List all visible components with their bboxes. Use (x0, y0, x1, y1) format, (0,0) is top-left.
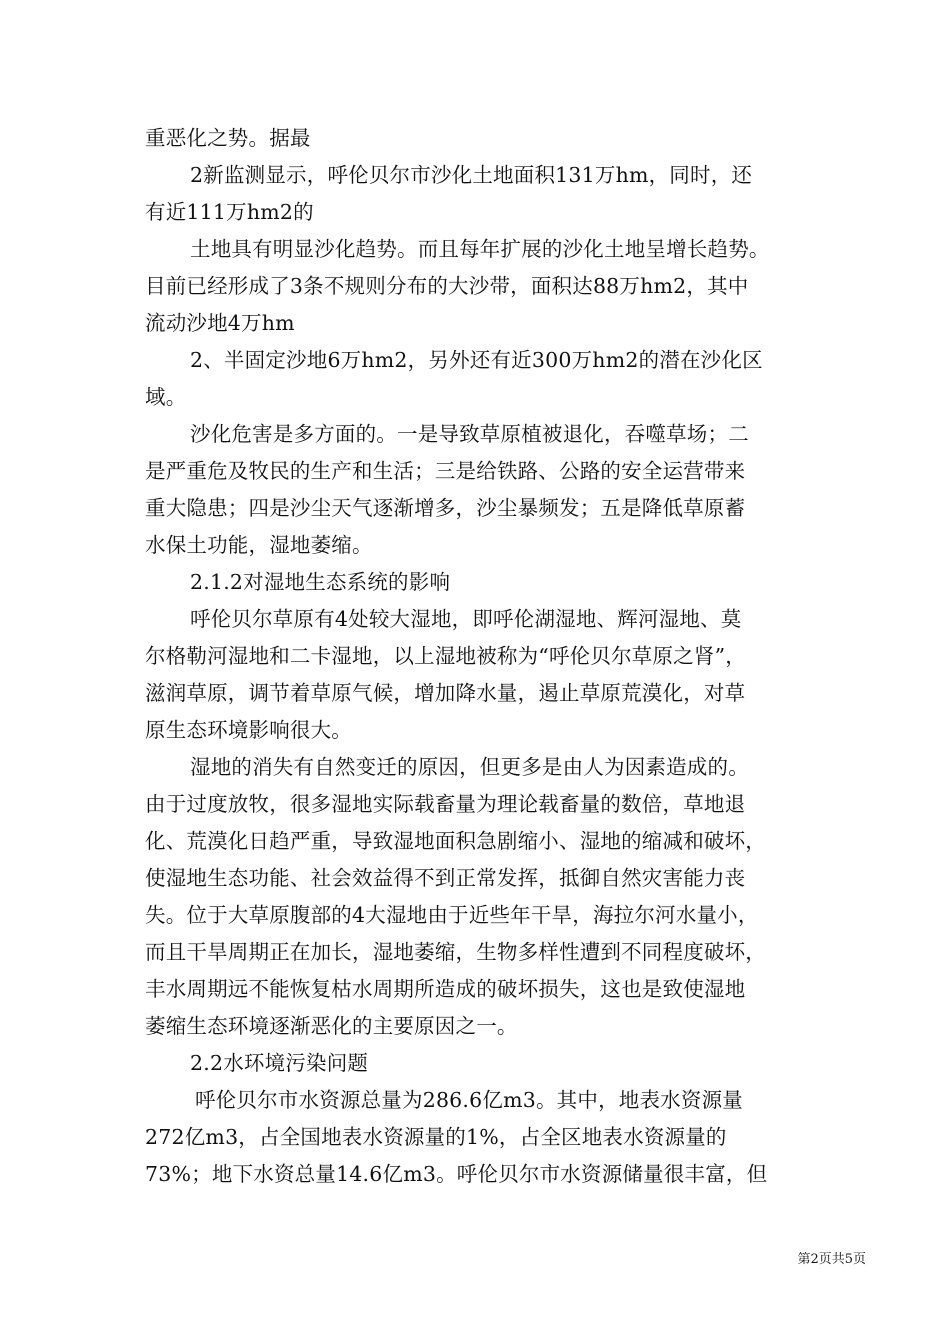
text-line: 呼伦贝尔市水资源总量为286.6亿m3。其中，地表水资源量 (195, 1088, 743, 1112)
text-line: 湿地的消失有自然变迁的原因，但更多是由人为因素造成的。 (190, 755, 749, 779)
text-line: 流动沙地4万hm (145, 311, 295, 335)
text-line: 重大隐患；四是沙尘天气逐渐增多，沙尘暴频发；五是降低草原蓄 (145, 496, 746, 520)
text-line: 土地具有明显沙化趋势。而且每年扩展的沙化土地呈增长趋势。 (190, 237, 770, 261)
text-line: 化、荒漠化日趋严重，导致湿地面积急剧缩小、湿地的缩减和破坏， (145, 829, 766, 853)
text-line: 沙化危害是多方面的。一是导致草原植被退化，吞噬草场；二 (190, 422, 749, 446)
text-line: 272亿m3，占全国地表水资源量的1%，占全区地表水资源量的 (145, 1125, 727, 1149)
text-line: 尔格勒河湿地和二卡湿地，以上湿地被称为“呼伦贝尔草原之肾”， (145, 644, 746, 668)
page-number-footer: 第2页共5页 (797, 1252, 866, 1267)
text-line: 失。位于大草原腹部的4大湿地由于近些年干旱，海拉尔河水量小， (145, 903, 759, 927)
text-line: 73%；地下水资总量14.6亿m3。呼伦贝尔市水资源储量很丰富，但 (145, 1162, 768, 1186)
text-line: 使湿地生态功能、社会效益得不到正常发挥，抵御自然灾害能力丧 (145, 866, 746, 890)
text-line: 水保土功能，湿地萎缩。 (145, 533, 373, 557)
text-line: 而且干旱周期正在加长，湿地萎缩，生物多样性遭到不同程度破坏， (145, 940, 766, 964)
text-line: 目前已经形成了3条不规则分布的大沙带，面积达88万hm2，其中 (145, 274, 749, 298)
text-line: 2新监测显示，呼伦贝尔市沙化土地面积131万hm，同时，还 (190, 163, 753, 187)
text-line: 呼伦贝尔草原有4处较大湿地，即呼伦湖湿地、辉河湿地、莫 (190, 607, 742, 631)
text-line: 重恶化之势。据最 (145, 126, 311, 150)
text-line: 由于过度放牧，很多湿地实际载畜量为理论载畜量的数倍，草地退 (145, 792, 746, 816)
text-line: 滋润草原，调节着草原气候，增加降水量，遏止草原荒漠化，对草 (145, 681, 746, 705)
text-line: 有近111万hm2的 (145, 200, 314, 224)
text-line: 原生态环境影响很大。 (145, 718, 352, 742)
text-line: 域。 (145, 385, 187, 409)
section-heading: 2.1.2对湿地生态系统的影响 (190, 570, 451, 594)
text-line: 2、半固定沙地6万hm2，另外还有近300万hm2的潜在沙化区 (190, 348, 763, 372)
text-line: 是严重危及牧民的生产和生活；三是给铁路、公路的安全运营带来 (145, 459, 746, 483)
text-line: 丰水周期远不能恢复枯水周期所造成的破坏损失，这也是致使湿地 (145, 977, 746, 1001)
section-heading: 2.2水环境污染问题 (190, 1051, 369, 1075)
text-line: 萎缩生态环境逐渐恶化的主要原因之一。 (145, 1014, 518, 1038)
